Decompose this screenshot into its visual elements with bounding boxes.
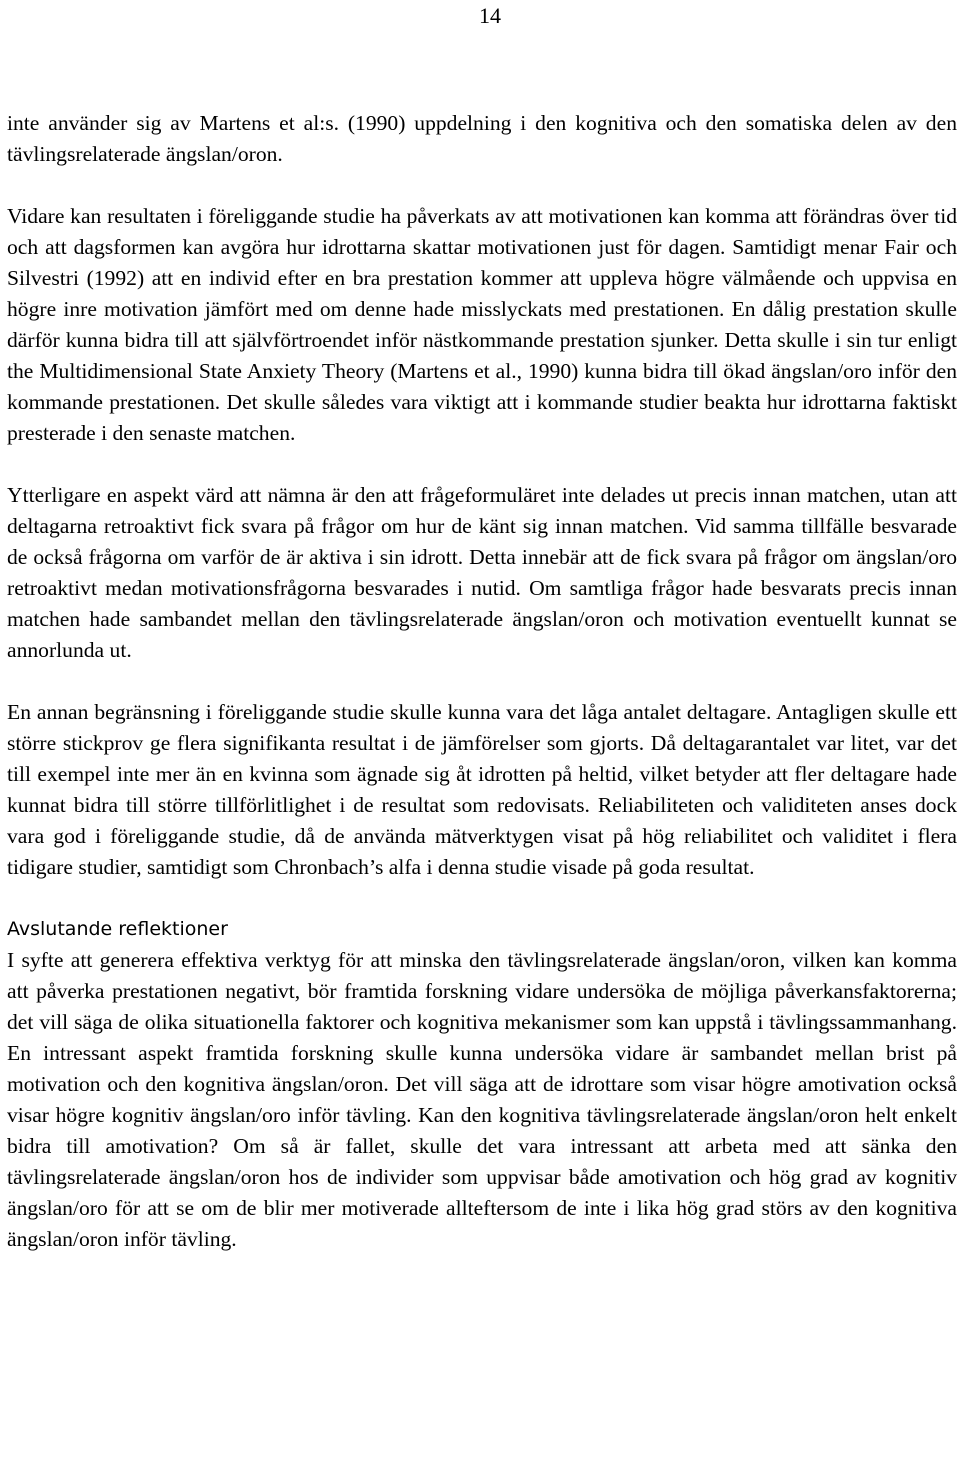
paragraph-gap [7, 666, 957, 697]
paragraph-continuation: inte använder sig av Martens et al:s. (1990) uppdelning i den kognitiva och den somatiska delen av den tävlingsrelaterade ängslan/oron. [7, 111, 957, 166]
paragraph-motivation-variability: Vidare kan resultaten i föreliggande studie ha påverkats av att motivationen kan komma att förändras över tid och att dagsformen kan avgöra hur idrottarna skattar motivationen just för dagen. Samtidigt menar Fair och Silvestri (1992) att en individ efter en bra prestation kommer att uppleva högre välmående och uppvisa en högre inre motivation jämfört med om denne hade misslyckats med prestationen. En dålig prestation skulle därför kunna bidra till att självförtroendet inför nästkommande prestation sjunker. Detta skulle i sin tur enligt the Multidimensional State Anxiety Theory (Martens et al., 1990) kunna bidra till ökad ängslan/oro inför den kommande prestationen. Det skulle således vara viktigt att i kommande studier beakta hur idrottarna faktiskt presterade i den senaste matchen. [7, 204, 957, 445]
paragraph-gap [7, 883, 957, 914]
paragraph-gap [7, 170, 957, 201]
paragraph-retroactive-questionnaire: Ytterligare en aspekt värd att nämna är den att frågeformuläret inte delades ut precis innan matchen, utan att deltagarna retroaktivt fick svara på frågor om hur de känt sig innan matchen. Vid samma tillfälle besvarade de också frågorna om varför de är aktiva i sin idrott. Detta innebär att de fick svara på frågor om ängslan/oro retroaktivt medan motivationsfrågorna besvarades i nutid. Om samtliga frågor hade besvarats precis innan matchen hade sambandet mellan den tävlingsrelaterade ängslan/oron och motivation eventuellt kunnat se annorlunda ut. [7, 483, 957, 662]
section-heading: Avslutande reflektioner [7, 918, 228, 940]
page-content [7, 108, 957, 1255]
paragraph-sample-size: En annan begränsning i föreliggande studie skulle kunna vara det låga antalet deltagare. Antagligen skulle ett större stickprov ge flera signifikanta resultat i de jämförelser som gjorts. Då deltagarantalet var litet, var det till exempel inte mer än en kvinna som ägnade sig åt idrotten på heltid, vilket betyder att fler deltagare hade kunnat bidra till större tillförlitlighet i de resultat som redovisats. Reliabiliteten och validiteten anses dock vara god i föreliggande studie, då de använda mätverktygen visat på hög reliabilitet och validitet i flera tidigare studier, samtidigt som Chronbach’s alfa i denna studie visade på goda resultat. [7, 700, 957, 879]
page-number: 14 [479, 3, 501, 28]
paragraph-concluding-reflections: I syfte att generera effektiva verktyg för att minska den tävlingsrelaterade ängslan/oron, vilken kan komma att påverka prestationen negativt, bör framtida forskning vidare undersöka de möjliga påverkansfaktorerna; det vill säga de olika situationella faktorer och kognitiva mekanismer som kan uppstå i tävlingssammanhang. En intressant aspekt framtida forskning skulle kunna undersöka vidare är sambandet mellan brist på motivation och den kognitiva ängslan/oron. Det vill säga att de idrottare som visar högre amotivation också visar högre kognitiv ängslan/oro inför tävling. Kan den kognitiva tävlingsrelaterade ängslan/oron helt enkelt bidra till amotivation? Om så är fallet, skulle det vara intressant att arbeta med att sänka den tävlingsrelaterade ängslan/oron hos de individer som uppvisar både amotivation och hög grad av kognitiv ängslan/oro för att se om de blir mer motiverade allteftersom de inte i lika hög grad störs av den kognitiva ängslan/oron inför tävling. [7, 948, 957, 1251]
paragraph-gap [7, 449, 957, 480]
